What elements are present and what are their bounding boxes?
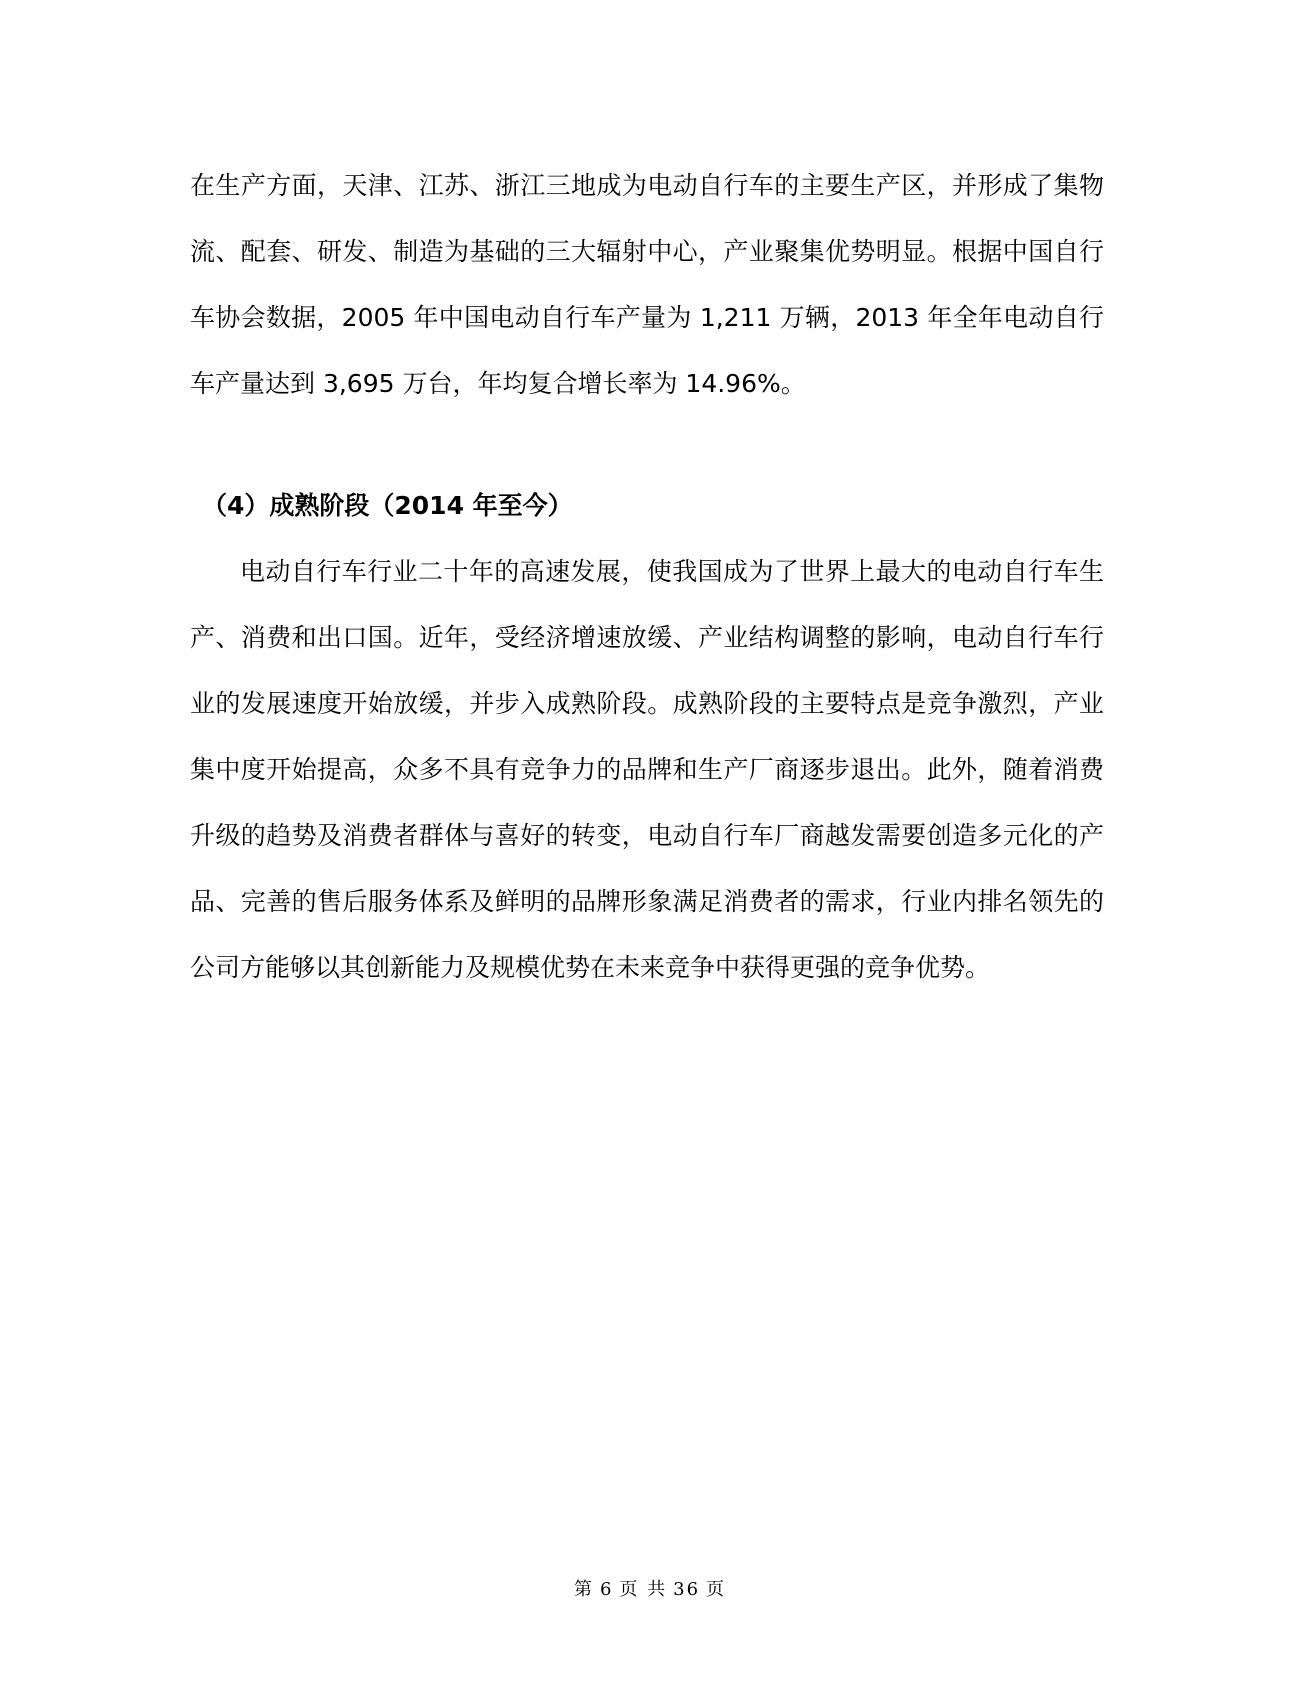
footer-prefix: 第 xyxy=(573,1579,594,1600)
footer-suffix: 页 xyxy=(706,1579,727,1600)
paragraph-production: 在生产方面，天津、江苏、浙江三地成为电动自行车的主要生产区，并形成了集物流、配套、研发、制造为基础的三大辐射中心，产业聚集优势明显。根据中国自行车协会数据，2005 年中国电动自行车产量为 1,211 万辆，2013 年全年电动自行车产量达到 3,695 万台，年均复合增长率为 14.96%。 xyxy=(190,171,1104,398)
paragraph-mature-stage: 电动自行车行业二十年的高速发展，使我国成为了世界上最大的电动自行车生产、消费和出口国。近年，受经济增速放缓、产业结构调整的影响，电动自行车行业的发展速度开始放缓，并步入成熟阶段。成熟阶段的主要特点是竞争激烈，产业集中度开始提高，众多不具有竞争力的品牌和生产厂商逐步退出。此外，随着消费升级的趋势及消费者群体与喜好的转变，电动自行车厂商越发需要创造多元化的产品、完善的售后服务体系及鲜明的品牌形象满足消费者的需求，行业内排名领先的公司方能够以其创新能力及规模优势在未来竞争中获得更强的竞争优势。 xyxy=(190,557,1104,982)
section-heading-mature-stage: （4）成熟阶段（2014 年至今） xyxy=(202,491,573,520)
page-footer xyxy=(0,1575,1300,1601)
footer-total-pages: 36 xyxy=(673,1579,701,1600)
footer-current-page: 6 xyxy=(599,1579,614,1600)
document-body xyxy=(190,153,1104,1001)
footer-middle: 页 共 xyxy=(619,1579,668,1600)
